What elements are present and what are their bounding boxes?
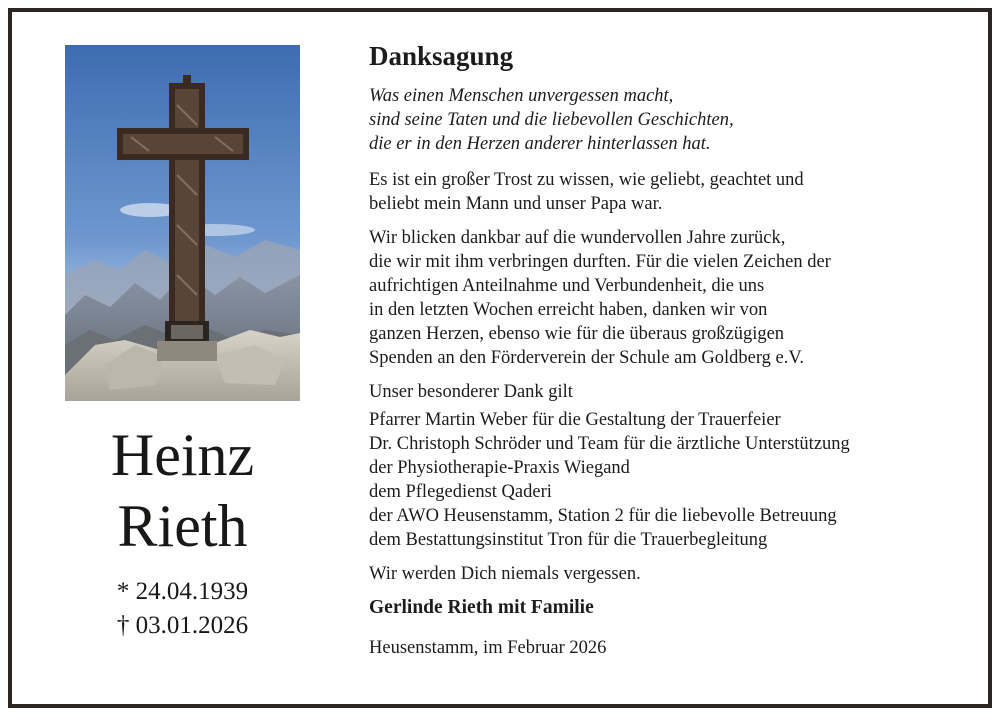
paragraph-line: die wir mit ihm verbringen durften. Für die vielen Zeichen der — [369, 252, 831, 272]
paragraph-line: Wir blicken dankbar auf die wundervollen Jahre zurück, — [369, 228, 786, 248]
birth-date: * 24.04.1939 — [116, 578, 249, 605]
deceased-first-name: Heinz — [110, 422, 255, 488]
quote-line: Was einen Menschen unvergessen macht, — [369, 86, 674, 106]
place-date: Heusenstamm, im Februar 2026 — [369, 638, 607, 658]
death-date: † 03.01.2026 — [116, 612, 249, 639]
paragraph-dank — [369, 226, 969, 370]
thanks-item: dem Pflegedienst Qaderi — [369, 482, 552, 502]
thanks-item: der Physiotherapie-Praxis Wiegand — [369, 458, 630, 478]
quote-line: die er in den Herzen anderer hinterlassen hat. — [369, 134, 711, 154]
paragraph-trost — [369, 168, 969, 216]
summit-cross-photo — [65, 45, 300, 401]
paragraph-line: ganzen Herzen, ebenso wie für die überaus großzügigen — [369, 324, 785, 344]
paragraph-line: aufrichtigen Anteilnahme und Verbundenheit, die uns — [369, 276, 765, 296]
notice-text — [369, 38, 969, 660]
quote — [369, 84, 969, 156]
quote-line: sind seine Taten und die liebevollen Geschichten, — [369, 110, 734, 130]
paragraph-line: beliebt mein Mann und unser Papa war. — [369, 194, 663, 214]
closing-line: Wir werden Dich niemals vergessen. — [369, 564, 641, 584]
deceased-last-name: Rieth — [117, 493, 248, 559]
thanks-item: Dr. Christoph Schröder und Team für die ärztliche Unterstützung — [369, 434, 850, 454]
thanks-intro: Unser besonderer Dank gilt — [369, 382, 573, 402]
thanks-item: Pfarrer Martin Weber für die Gestaltung der Trauerfeier — [369, 410, 781, 430]
paragraph-line: in den letzten Wochen erreicht haben, danken wir von — [369, 300, 768, 320]
thanks-list — [369, 408, 969, 552]
signature: Gerlinde Rieth mit Familie — [369, 597, 594, 618]
thanks-item: der AWO Heusenstamm, Station 2 für die liebevolle Betreuung — [369, 506, 837, 526]
thanks-item: dem Bestattungsinstitut Tron für die Trauerbegleitung — [369, 530, 768, 550]
paragraph-line: Spenden an den Förderverein der Schule am Goldberg e.V. — [369, 348, 804, 368]
paragraph-line: Es ist ein großer Trost zu wissen, wie geliebt, geachtet und — [369, 170, 804, 190]
notice-title: Danksagung — [369, 41, 514, 71]
